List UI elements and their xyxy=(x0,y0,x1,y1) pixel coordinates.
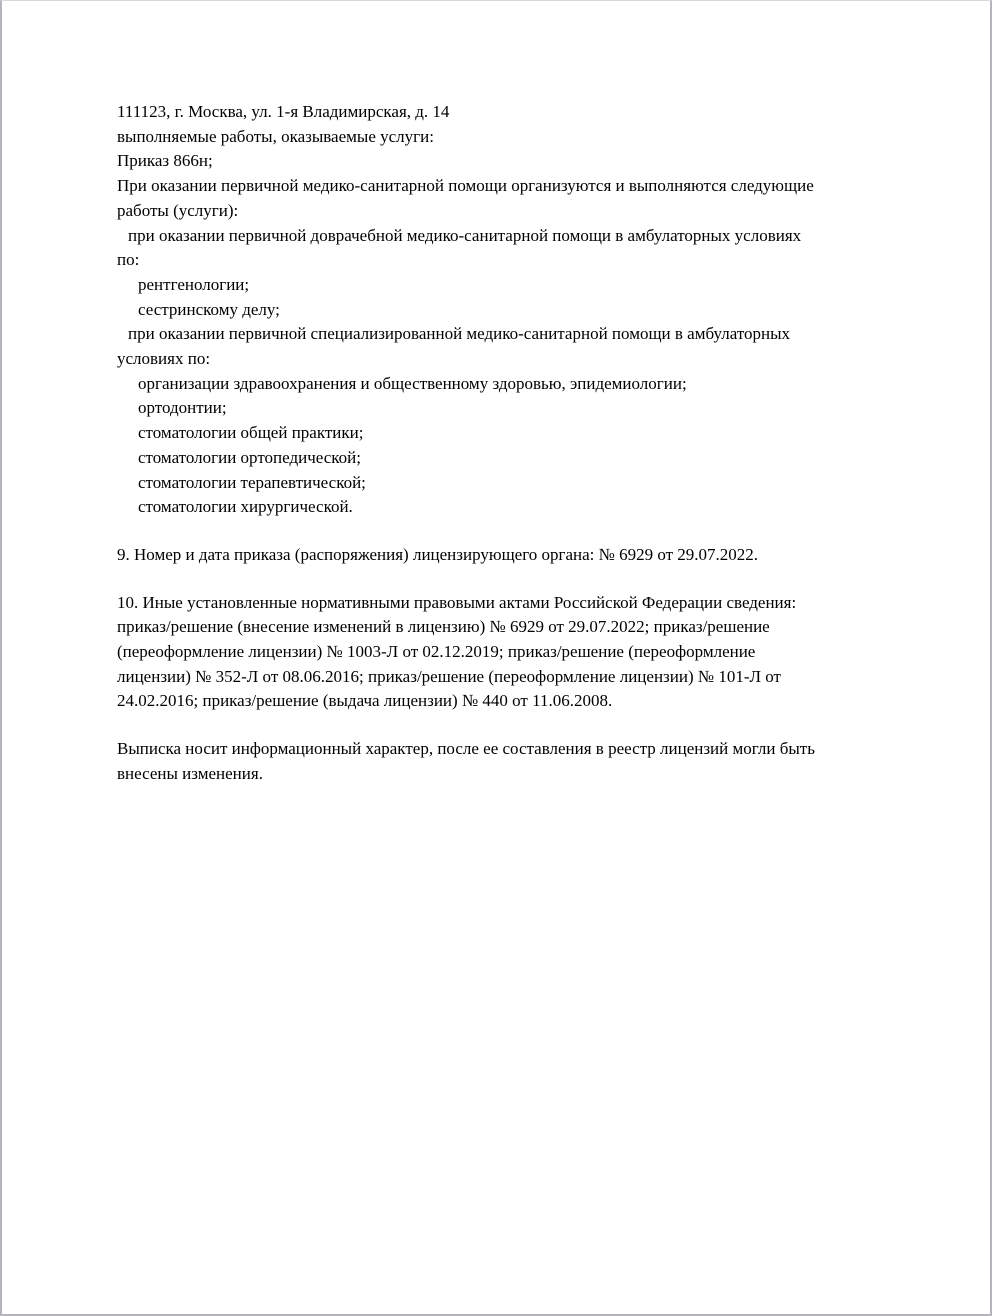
document-line: Приказ 866н; xyxy=(117,151,213,171)
document-line: выполняемые работы, оказываемые услуги: xyxy=(117,126,434,146)
document-line: сестринскому делу; xyxy=(138,299,280,319)
document-line: ортодонтии; xyxy=(138,398,227,418)
document-line: условиях по: xyxy=(117,349,211,369)
document-line: стоматологии общей практики; xyxy=(138,423,364,443)
document-line: (переоформление лицензии) № 1003-Л от 02.12.2019; приказ/решение (переоформление xyxy=(117,642,756,662)
document-line: Выписка носит информационный характер, после ее составления в реестр лицензий могли быть xyxy=(117,739,815,759)
document-line: 111123, г. Москва, ул. 1-я Владимирская, д. 14 xyxy=(117,102,450,121)
document-line: стоматологии ортопедической; xyxy=(138,447,361,467)
section-item-10-other-info xyxy=(117,591,960,715)
document-line: по: xyxy=(117,250,140,270)
document-line: лицензии) № 352-Л от 08.06.2016; приказ/решение (переоформление лицензии) № 101-Л от xyxy=(117,666,781,686)
document-line: при оказании первичной специализированной медико-санитарной помощи в амбулаторных xyxy=(128,324,791,344)
document-line: стоматологии хирургической. xyxy=(138,497,353,517)
document-line: приказ/решение (внесение изменений в лицензию) № 6929 от 29.07.2022; приказ/решение xyxy=(117,617,770,637)
document-line: При оказании первичной медико-санитарной помощи организуются и выполняются следующие xyxy=(117,176,814,196)
document-line: 24.02.2016; приказ/решение (выдача лицензии) № 440 от 11.06.2008. xyxy=(117,691,613,711)
document-line: работы (услуги): xyxy=(117,200,239,220)
document-line: организации здравоохранения и общественному здоровью, эпидемиологии; xyxy=(138,373,687,393)
document-line: 9. Номер и дата приказа (распоряжения) лицензирующего органа: № 6929 от 29.07.2022. xyxy=(117,544,759,564)
document-line: рентгенологии; xyxy=(138,274,250,294)
document-content xyxy=(2,1,990,787)
document-line: при оказании первичной доврачебной медико-санитарной помощи в амбулаторных условиях xyxy=(128,225,802,245)
document-line: внесены изменения. xyxy=(117,763,263,783)
document-line: стоматологии терапевтической; xyxy=(138,472,366,492)
document-line: 10. Иные установленные нормативными правовыми актами Российской Федерации сведения: xyxy=(117,592,797,612)
section-disclaimer xyxy=(117,737,960,786)
section-item-9-order-number xyxy=(117,543,960,568)
section-address-and-works xyxy=(117,100,960,520)
